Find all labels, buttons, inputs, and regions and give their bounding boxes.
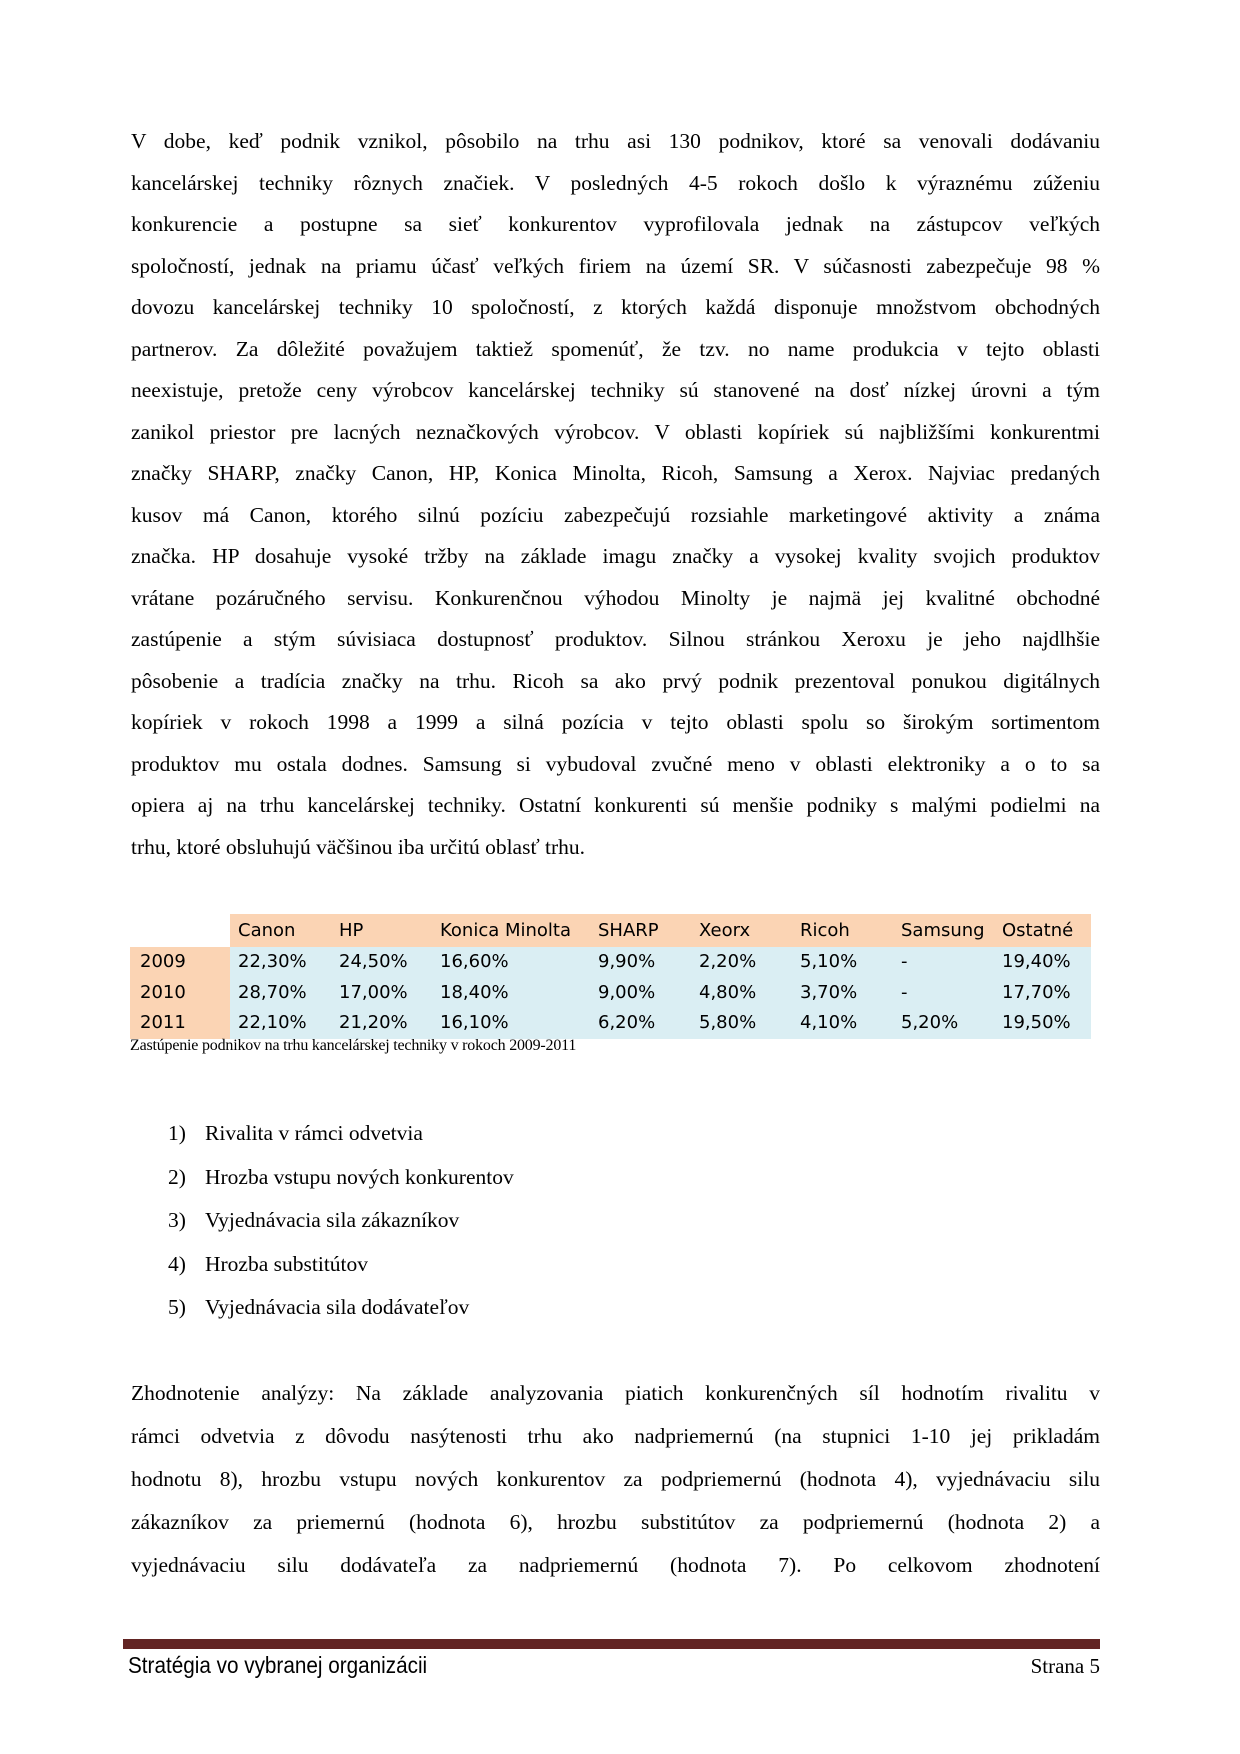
text-line: opiera aj na trhu kancelárskej techniky. Ostatní konkurenti sú menšie podniky s malými podielmi na bbox=[131, 793, 1100, 817]
list-number: 4) bbox=[168, 1251, 186, 1276]
footer-title: Stratégia vo vybranej organizácii bbox=[128, 1652, 428, 1678]
table-cell: 5,10% bbox=[792, 947, 893, 978]
text-line: produktov mu ostala dodnes. Samsung si vybudoval zvučné meno v oblasti elektroniky a o to sa bbox=[131, 751, 1100, 776]
table-header-cell: SHARP bbox=[590, 914, 691, 947]
list-label: Hrozba vstupu nových konkurentov bbox=[205, 1164, 514, 1189]
table-cell: 22,30% bbox=[230, 947, 331, 978]
table-row bbox=[130, 947, 1100, 978]
table-header-cell: Ostatné bbox=[994, 914, 1091, 947]
list-label: Rivalita v rámci odvetvia bbox=[205, 1121, 423, 1145]
list-number: 3) bbox=[168, 1208, 186, 1232]
list-label: Hrozba substitútov bbox=[205, 1251, 369, 1276]
year-cell: 2010 bbox=[130, 978, 230, 1009]
text-line: značky SHARP, značky Canon, HP, Konica Minolta, Ricoh, Samsung a Xerox. Najviac predaných bbox=[131, 461, 1100, 485]
list-item bbox=[168, 1112, 514, 1156]
text-line: vyjednávaciu silu dodávateľa za nadpriemernú (hodnota 7). Po celkovom zhodnotení bbox=[131, 1553, 1100, 1577]
table-cell: 22,10% bbox=[230, 1008, 331, 1039]
table-cell: 21,20% bbox=[331, 1008, 432, 1039]
table-cell: 2,20% bbox=[691, 947, 792, 978]
table-cell: 17,00% bbox=[331, 978, 432, 1009]
list-number: 1) bbox=[168, 1121, 186, 1145]
text-line: zákazníkov za priemernú (hodnota 6), hrozbu substitútov za podpriemernú (hodnota 2) a bbox=[131, 1510, 1100, 1534]
list-label: Vyjednávacia sila dodávateľov bbox=[205, 1295, 470, 1319]
table-header-cell: Samsung bbox=[893, 914, 994, 947]
text-line: konkurencie a postupne sa sieť konkurentov vyprofilovala jednak na zástupcov veľkých bbox=[131, 212, 1100, 236]
text-line: pôsobenie a tradícia značky na trhu. Ricoh sa ako prvý podnik prezentoval ponukou digitálnych bbox=[131, 668, 1100, 693]
text-line: spoločností, jednak na priamu účasť veľkých firiem na území SR. V súčasnosti zabezpečuje 98 % bbox=[131, 253, 1100, 278]
table-cell: 4,80% bbox=[691, 978, 792, 1009]
paragraph-competition bbox=[131, 121, 1100, 868]
market-share-table bbox=[130, 914, 1100, 1039]
table-cell: - bbox=[893, 947, 994, 978]
table-cell: 5,20% bbox=[893, 1008, 994, 1039]
list-item bbox=[168, 1199, 514, 1243]
text-line: kopíriek v rokoch 1998 a 1999 a silná pozícia v tejto oblasti spolu so širokým sortimentom bbox=[131, 710, 1100, 734]
text-line: neexistuje, pretože ceny výrobcov kancelárskej techniky sú stanovené na dosť nízkej úrovni a tým bbox=[131, 378, 1100, 402]
text-line: trhu, ktoré obsluhujú väčšinou iba určitú oblasť trhu. bbox=[131, 834, 586, 859]
footer-divider bbox=[123, 1639, 1100, 1649]
table-cell: 9,00% bbox=[590, 978, 691, 1009]
list-number: 2) bbox=[168, 1164, 186, 1189]
text-line: hodnotu 8), hrozbu vstupu nových konkurentov za podpriemernú (hodnota 4), vyjednávaciu silu bbox=[131, 1467, 1100, 1491]
table-header-cell: Ricoh bbox=[792, 914, 893, 947]
table-row bbox=[130, 1008, 1100, 1039]
year-cell: 2011 bbox=[130, 1008, 230, 1039]
list-item bbox=[168, 1286, 514, 1330]
table-header-cell: Konica Minolta bbox=[432, 914, 590, 947]
table-cell: 4,10% bbox=[792, 1008, 893, 1039]
text-line: V dobe, keď podnik vznikol, pôsobilo na trhu asi 130 podnikov, ktoré sa venovali dodávaniu bbox=[131, 129, 1100, 153]
table-header-cell: HP bbox=[331, 914, 432, 947]
table-cell: 28,70% bbox=[230, 978, 331, 1009]
table-caption: Zastúpenie podnikov na trhu kancelárskej techniky v rokoch 2009-2011 bbox=[130, 1037, 577, 1054]
year-cell: 2009 bbox=[130, 947, 230, 978]
table-header-cell: Xeorx bbox=[691, 914, 792, 947]
list-item bbox=[168, 1243, 514, 1287]
table-header-cell: Canon bbox=[230, 914, 331, 947]
table-cell: 9,90% bbox=[590, 947, 691, 978]
paragraph-evaluation bbox=[131, 1372, 1100, 1587]
table-cell: 3,70% bbox=[792, 978, 893, 1009]
text-line: kusov má Canon, ktorého silnú pozíciu zabezpečujú rozsiahle marketingové aktivity a známa bbox=[131, 502, 1100, 527]
table-cell: 24,50% bbox=[331, 947, 432, 978]
table-cell: - bbox=[893, 978, 994, 1009]
table-cell: 17,70% bbox=[994, 978, 1091, 1009]
text-line: dovozu kancelárskej techniky 10 spoločností, z ktorých každá disponuje množstvom obchodných bbox=[131, 295, 1100, 319]
table-cell: 19,40% bbox=[994, 947, 1091, 978]
table-header-row bbox=[130, 914, 1100, 947]
text-line: značka. HP dosahuje vysoké tržby na základe imagu značky a vysokej kvality svojich produktov bbox=[131, 544, 1100, 568]
table-cell: 18,40% bbox=[432, 978, 590, 1009]
five-forces-list bbox=[168, 1112, 514, 1330]
table-cell: 16,60% bbox=[432, 947, 590, 978]
text-line: zanikol priestor pre lacných neznačkových výrobcov. V oblasti kopíriek sú najbližšími konkurentmi bbox=[131, 419, 1100, 444]
list-item bbox=[168, 1156, 514, 1200]
text-line: zastúpenie a stým súvisiaca dostupnosť produktov. Silnou stránkou Xeroxu je jeho najdlhšie bbox=[131, 627, 1100, 651]
table-row bbox=[130, 978, 1100, 1009]
text-line: kancelárskej techniky rôznych značiek. V posledných 4-5 rokoch došlo k výraznému zúženiu bbox=[131, 170, 1100, 195]
table-cell: 6,20% bbox=[590, 1008, 691, 1039]
page-number: Strana 5 bbox=[1030, 1654, 1100, 1678]
text-line: Zhodnotenie analýzy: Na základe analyzovania piatich konkurenčných síl hodnotím rivalitu v bbox=[131, 1381, 1100, 1405]
text-line: partnerov. Za dôležité považujem taktiež spomenúť, že tzv. no name produkcia v tejto oblasti bbox=[131, 336, 1100, 361]
list-number: 5) bbox=[168, 1295, 186, 1319]
list-label: Vyjednávacia sila zákazníkov bbox=[205, 1208, 460, 1232]
table-cell: 5,80% bbox=[691, 1008, 792, 1039]
text-line: rámci odvetvia z dôvodu nasýtenosti trhu ako nadpriemernú (na stupnici 1-10 jej prikladám bbox=[131, 1424, 1100, 1448]
table-cell: 16,10% bbox=[432, 1008, 590, 1039]
text-line: vrátane pozáručného servisu. Konkurenčnou výhodou Minolty je najmä jej kvalitné obchodné bbox=[131, 585, 1100, 610]
table-header-cell bbox=[130, 914, 230, 947]
table-cell: 19,50% bbox=[994, 1008, 1091, 1039]
